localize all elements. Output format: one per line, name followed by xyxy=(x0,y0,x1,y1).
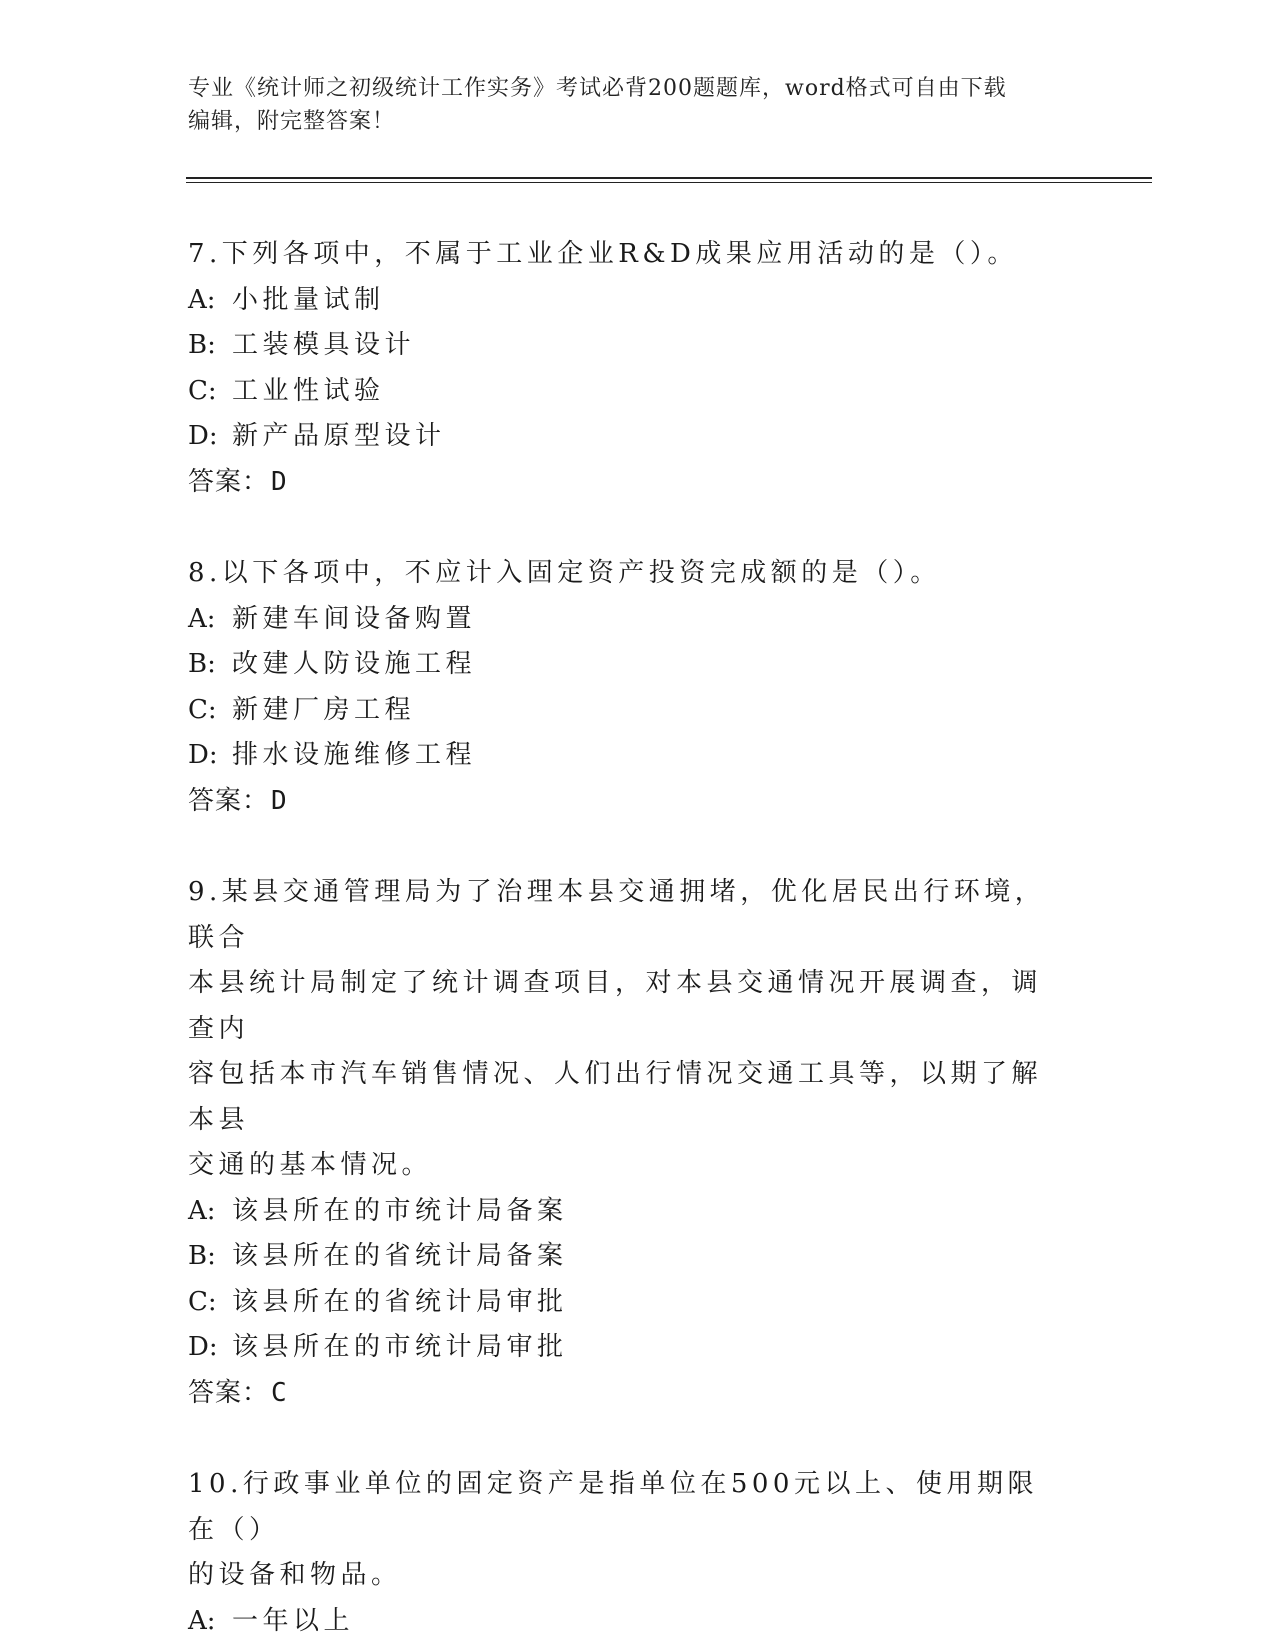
option-c xyxy=(188,369,1068,415)
option-a xyxy=(188,1189,1068,1235)
option-b xyxy=(188,642,1068,688)
option-a xyxy=(188,278,1068,324)
document-header xyxy=(188,72,1068,138)
header-title-line-1: 专业《统计师之初级统计工作实务》考试必背200题题库，word格式可自由下载 xyxy=(188,76,1007,101)
option-text: 一年以上 xyxy=(232,1605,355,1636)
option-letter: B: xyxy=(188,330,216,360)
option-letter: C: xyxy=(188,1286,217,1317)
question-stem-line: 的设备和物品。 xyxy=(188,1560,402,1590)
question-list xyxy=(188,232,1068,1644)
option-c xyxy=(188,688,1068,734)
question-stem-line: 本县统计局制定了统计调查项目，对本县交通情况开展调查，调查内 xyxy=(188,968,1043,1044)
option-a xyxy=(188,1599,1068,1645)
option-b xyxy=(188,323,1068,369)
option-d xyxy=(188,414,1068,460)
option-text: 工装模具设计 xyxy=(232,330,416,360)
answer-line xyxy=(188,779,1068,825)
option-letter: A: xyxy=(188,603,216,634)
answer-line xyxy=(188,460,1068,506)
option-d xyxy=(188,1325,1068,1371)
option-text: 该县所在的市统计局备案 xyxy=(232,1195,568,1226)
option-letter: B: xyxy=(188,649,216,679)
answer-label: 答案： xyxy=(188,785,270,816)
header-title-line-2: 编辑，附完整答案！ xyxy=(188,109,396,134)
question-spacer xyxy=(188,505,1068,551)
option-letter: A: xyxy=(188,1605,216,1636)
question-stem-line: 容包括本市汽车销售情况、人们出行情况交通工具等，以期了解本县 xyxy=(188,1059,1043,1135)
option-text: 新产品原型设计 xyxy=(232,421,446,451)
answer-value: C xyxy=(271,1377,288,1408)
option-a xyxy=(188,597,1068,643)
question-stem: 7.下列各项中，不属于工业企业R&D成果应用活动的是（）。 xyxy=(188,239,1018,269)
question-9 xyxy=(188,870,1068,1416)
option-text: 新建车间设备购置 xyxy=(232,603,477,634)
question-stem: 8.以下各项中，不应计入固定资产投资完成额的是（）。 xyxy=(188,558,941,588)
question-spacer xyxy=(188,1416,1068,1462)
option-text: 排水设施维修工程 xyxy=(232,740,477,770)
option-letter: B: xyxy=(188,1241,216,1271)
option-letter: C: xyxy=(188,694,217,725)
option-text: 该县所在的市统计局审批 xyxy=(232,1332,568,1362)
option-text: 小批量试制 xyxy=(232,284,385,315)
question-stem-line: 9.某县交通管理局为了治理本县交通拥堵，优化居民出行环境，联合 xyxy=(188,877,1046,953)
answer-label: 答案： xyxy=(188,466,270,497)
question-7 xyxy=(188,232,1068,505)
option-b xyxy=(188,1234,1068,1280)
option-text: 新建厂房工程 xyxy=(232,694,416,725)
option-letter: A: xyxy=(188,1195,216,1226)
option-letter: A: xyxy=(188,284,216,315)
option-d xyxy=(188,733,1068,779)
option-letter: D: xyxy=(188,740,218,770)
header-divider-thin xyxy=(186,182,1152,183)
question-stem-line: 交通的基本情况。 xyxy=(188,1150,433,1180)
option-text: 该县所在的省统计局审批 xyxy=(232,1286,568,1317)
question-stem-line: 10.行政事业单位的固定资产是指单位在500元以上、使用期限在（） xyxy=(188,1469,1038,1545)
option-letter: D: xyxy=(188,1332,218,1362)
answer-line xyxy=(188,1371,1068,1417)
answer-label: 答案： xyxy=(188,1377,270,1408)
option-letter: C: xyxy=(188,375,217,406)
option-c xyxy=(188,1280,1068,1326)
question-spacer xyxy=(188,824,1068,870)
answer-value: D xyxy=(271,466,288,497)
question-10 xyxy=(188,1462,1068,1644)
option-letter: D: xyxy=(188,421,218,451)
option-text: 该县所在的省统计局备案 xyxy=(232,1241,568,1271)
option-text: 改建人防设施工程 xyxy=(232,649,477,679)
answer-value: D xyxy=(271,785,288,816)
option-text: 工业性试验 xyxy=(232,375,385,406)
header-divider-thick xyxy=(186,177,1152,179)
question-8 xyxy=(188,551,1068,824)
